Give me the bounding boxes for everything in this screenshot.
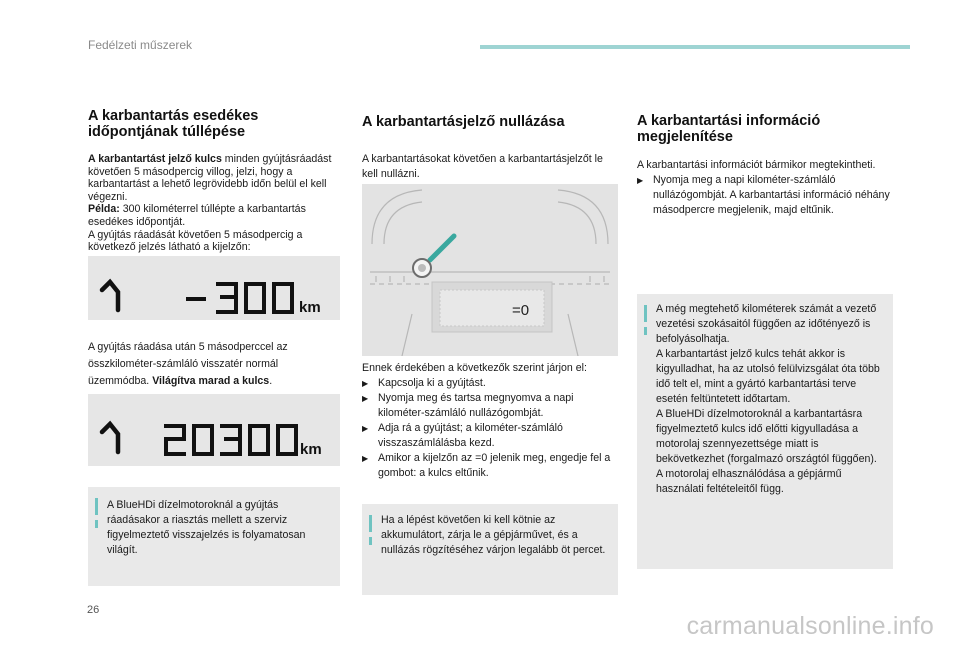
step-item	[637, 173, 893, 218]
bullet-arrow-icon: ▶	[362, 379, 369, 388]
pointer-arrow	[430, 236, 454, 260]
info-steps	[637, 173, 893, 218]
step-item	[362, 391, 618, 421]
wrench-icon	[102, 282, 118, 310]
note-marker-2	[95, 520, 98, 528]
step-text: Amikor a kijelzőn az =0 jelenik meg, engedje fel a gombot: a kulcs eltűnik.	[378, 452, 611, 479]
note-battery: Ha a lépést követően ki kell kötnie az akkumulátort, zárja le a gépjárművet, és a nullázás rögzítéséhez várjon legalább öt percet.	[362, 504, 618, 595]
bullet-arrow-icon: ▶	[637, 176, 644, 185]
paragraph-flashing-key: A karbantartást jelző kulcs minden gyújtásráadást követően 5 másodpercig villog, jelzi, hogy a karbantartást a lehető legrövidebb időn belül el kell végezni.	[88, 153, 332, 203]
paragraph-example: Példa: 300 kilométerrel túllépte a karbantartás esedékes időpontját.	[88, 203, 306, 228]
step-text: Adja rá a gyújtást; a kilométer-számláló visszaszámlálásba kezd.	[378, 422, 563, 449]
note-marker-2	[369, 537, 372, 545]
step-text: Nyomja meg a napi kilométer-számláló nullázógombját. A karbantartási információ néhány másodpercre megjelenik, majd eltűnik.	[653, 174, 890, 216]
section-title: Fedélzeti műszerek	[88, 38, 193, 52]
note-time-factor: A még megtehető kilométerek számát a vezető vezetési szokásaitól függően az időtényező is befolyásolhatja. A karbantartást jelző kulcs tehát akkor is kigyulladhat, ha az utolsó felülvizsgálat óta több idő telt el, mint a gyártó karbantartási terve esetén feltüntetett időtartam. A BlueHDi dízelmotoroknál a karbantartásra figyelmeztető kulcs idő előtti kigyulladása a motorolaj szennyezettsége miatt is bekövetkezhet (forgalmazó országtól függően). A motorolaj elhasználódása a gépjármű használati feltételeitől függ.	[637, 294, 893, 569]
step-item	[362, 451, 618, 481]
paragraph-after-ignition: A gyújtás ráadása után 5 másodperccel az összkilométer-számláló visszatér normál üzemmódba. Világítva marad a kulcs.	[88, 341, 288, 387]
note-bluehdi: A BlueHDi dízelmotoroknál a gyújtás ráadásakor a riasztás mellett a szerviz figyelmeztető visszajelzés is folyamatosan világít.	[88, 487, 340, 586]
display-minus-300	[88, 256, 340, 320]
paragraph-display-info: A gyújtás ráadását követően 5 másodpercig a következő jelzés látható a kijelzőn:	[88, 228, 303, 254]
step-text: Nyomja meg és tartsa megnyomva a napi kilométer-számláló nullázógombját.	[378, 392, 574, 419]
note-marker	[644, 305, 647, 322]
note-marker	[369, 515, 372, 532]
bullet-arrow-icon: ▶	[362, 394, 369, 403]
paragraph-info-intro: A karbantartási információt bármikor megtekintheti.	[637, 159, 876, 171]
bullet-arrow-icon: ▶	[362, 454, 369, 463]
seven-segment-value	[166, 426, 296, 454]
unit-km-2: km	[300, 441, 322, 458]
reset-readout: =0	[512, 302, 530, 319]
reset-steps	[362, 376, 618, 481]
watermark: carmanualsonline.info	[686, 612, 934, 640]
column-reset	[362, 108, 618, 182]
note-marker	[95, 498, 98, 515]
wrench-icon	[102, 424, 118, 452]
paragraph-reset-intro: A karbantartásokat követően a karbantartásjelzőt le kell nullázni.	[362, 153, 603, 180]
column-display-info	[637, 108, 893, 218]
heading-overdue: A karbantartás esedékes időpontjának túllépése	[88, 108, 259, 140]
bullet-arrow-icon: ▶	[362, 424, 369, 433]
display-20300	[88, 394, 340, 466]
paragraph-procedure-lead: Ennek érdekében a következők szerint járjon el:	[362, 362, 587, 374]
unit-km: km	[299, 299, 321, 316]
heading-display-info: A karbantartási információ megjelenítése	[637, 113, 821, 145]
page-number: 26	[87, 604, 100, 616]
header-rule	[480, 45, 910, 49]
note-marker-2	[644, 327, 647, 335]
heading-reset: A karbantartásjelző nullázása	[362, 114, 565, 130]
reset-procedure	[362, 361, 618, 481]
step-item	[362, 376, 618, 391]
column-overdue	[88, 108, 340, 254]
step-text: Kapcsolja ki a gyújtást.	[378, 377, 486, 389]
step-item	[362, 421, 618, 451]
instrument-cluster-illustration	[362, 184, 618, 356]
seven-segment-value	[188, 284, 292, 312]
